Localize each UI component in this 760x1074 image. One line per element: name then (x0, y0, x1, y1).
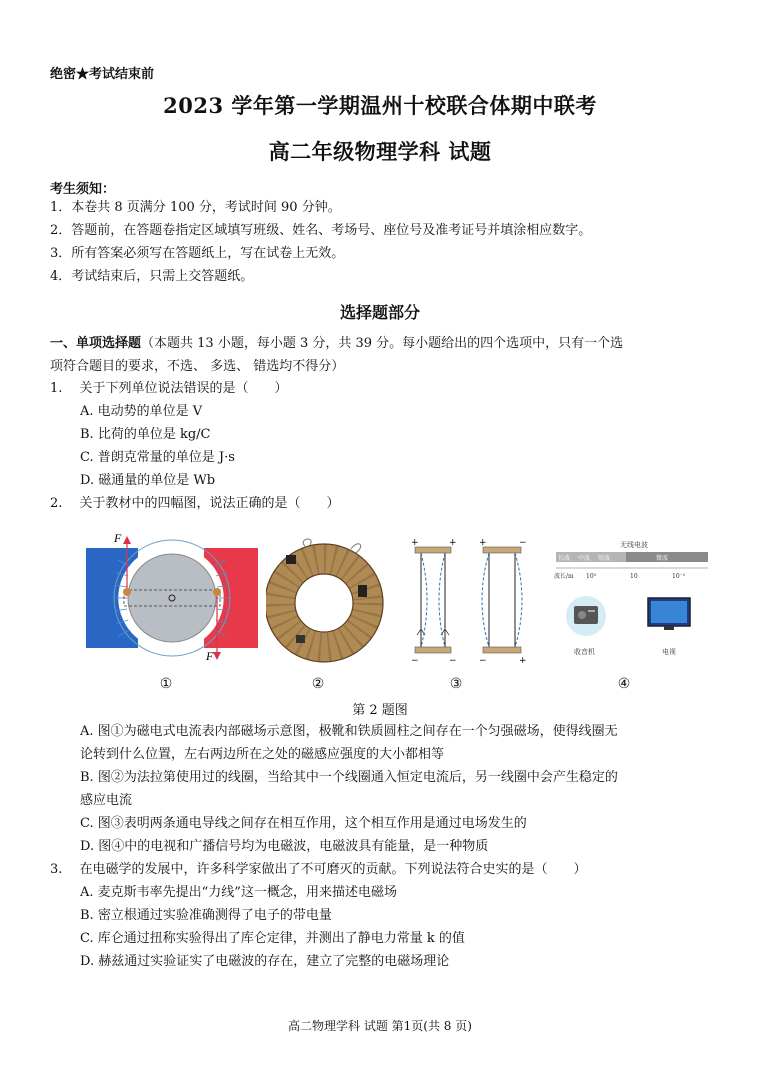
coil-tape-3 (296, 635, 305, 643)
wire-pair-opposite-direction (479, 538, 527, 665)
wire-pair-same-direction (411, 538, 457, 665)
fig-label-3: ③ (449, 676, 463, 692)
figure-caption: 第 2 题图 (352, 703, 408, 718)
q2-option-c: C. 图③表明两条通电导线之间存在相互作用，这个相互作用是通过电场发生的 (80, 816, 527, 831)
fig-label-4: ④ (617, 676, 631, 692)
band-long: 长波 (558, 555, 571, 562)
device-radio-label: 收音机 (574, 648, 595, 656)
q3-stem: 3. 在电磁学的发展中，许多科学家做出了不可磨灭的贡献。下列说法符合史实的是（ ） (50, 862, 587, 877)
coil-side-right (213, 588, 221, 596)
exam-subtitle: 高二年级物理学科 试题 (268, 139, 492, 164)
q2-stem: 2. 关于教材中的四幅图，说法正确的是（ ） (50, 496, 340, 511)
notice-heading: 考生须知： (50, 182, 116, 197)
radio-speaker (578, 611, 586, 619)
force-arrowhead-bottom (213, 652, 221, 660)
svg-text:+: + (449, 538, 457, 548)
notice-item: 4．考试结束后，只需上交答题纸。 (50, 269, 254, 284)
figure-parallel-wires (405, 535, 535, 665)
svg-text:−: − (449, 656, 457, 665)
q2-option-d: D. 图④中的电视和广播信号均为电磁波，电磁波具有能量，是一种物质 (80, 839, 489, 854)
q1-option-c: C. 普朗克常量的单位是 J·s (80, 450, 235, 465)
fig-label-2: ② (311, 676, 325, 692)
svg-text:+: + (519, 656, 527, 665)
q1-option-a: A. 电动势的单位是 V (80, 404, 203, 419)
axis-label: 波长/m (554, 573, 574, 580)
figure-galvanometer (86, 530, 261, 665)
coil-tape-1 (286, 555, 296, 564)
svg-text:−: − (519, 538, 527, 548)
figure-em-spectrum (552, 538, 712, 663)
tv-stand (664, 626, 674, 630)
q1-stem: 1. 关于下列单位说法错误的是（ ） (50, 381, 288, 396)
q2-option-a-line1: A. 图①为磁电式电流表内部磁场示意图，极靴和铁质圆柱之间存在一个匀强磁场，使得线圈无 (80, 724, 618, 739)
confidential-mark: 绝密★考试结束前 (50, 67, 155, 82)
section-title: 选择题部分 (339, 303, 420, 322)
notice-item: 2．答题前，在答题卷指定区域填写班级、姓名、考场号、座位号及准考证号并填涂相应数字。 (50, 223, 592, 238)
force-label-top: F (114, 531, 122, 545)
q2-option-a-line2: 论转到什么位置，左右两边所在之处的磁感应强度的大小都相等 (80, 747, 445, 762)
q1-option-d: D. 磁通量的单位是 Wb (80, 473, 216, 488)
figure-faraday-ring (266, 535, 386, 665)
exam-title: 2023 学年第一学期温州十校联合体期中联考 (163, 93, 597, 118)
q3-option-c: C. 库仑通过扭称实验得出了库仑定律，并测出了静电力常量 k 的值 (80, 931, 465, 946)
fig-label-1: ① (159, 676, 173, 692)
notice-item: 1．本卷共 8 页满分 100 分，考试时间 90 分钟。 (50, 200, 341, 215)
radio-dial (588, 610, 595, 612)
svg-text:+: + (479, 538, 487, 548)
coil-side-left (123, 588, 131, 596)
part-desc-1: （本题共 13 小题，每小题 3 分，共 39 分。每小题给出的四个选项中，只有一个选 (141, 336, 624, 351)
force-label-bottom: F (206, 649, 214, 663)
tick-1: 10³ (586, 573, 597, 580)
spectrum-title: 无线电波 (620, 541, 648, 549)
part-desc-2: 项符合题目的要求，不选、 多选、 错选均不得分） (50, 359, 345, 374)
svg-text:+: + (411, 538, 419, 548)
tv-screen (651, 601, 687, 623)
band-micro: 微波 (656, 555, 669, 562)
q1-option-b: B. 比荷的单位是 kg/C (80, 427, 211, 442)
page-footer: 高二物理学科 试题 第1页(共 8 页) (288, 1019, 472, 1033)
q3-option-b: B. 密立根通过实验准确测得了电子的带电量 (80, 908, 332, 923)
svg-text:−: − (479, 656, 487, 665)
q3-option-d: D. 赫兹通过实验证实了电磁波的存在，建立了完整的电磁场理论 (80, 954, 450, 969)
q2-option-b-line1: B. 图②为法拉第使用过的线圈，当给其中一个线圈通入恒定电流后，另一线圈中会产生稳定的 (80, 770, 618, 785)
tick-2: 10 (630, 573, 638, 580)
band-short: 短波 (598, 555, 611, 562)
iron-core (128, 554, 216, 642)
force-arrowhead-top (123, 536, 131, 544)
svg-text:−: − (411, 656, 419, 665)
part-heading: 一、单项选择题 (50, 336, 142, 351)
q3-option-a: A. 麦克斯韦率先提出“力线”这一概念，用来描述电磁场 (80, 885, 397, 900)
band-medium: 中波 (578, 555, 591, 562)
part-instructions (50, 333, 712, 355)
q2-option-b-line2: 感应电流 (80, 793, 133, 808)
ring-inner-edge (295, 574, 353, 632)
device-tv-label: 电视 (662, 648, 676, 656)
coil-tape-2 (358, 585, 367, 597)
notice-item: 3．所有答案必须写在答题纸上，写在试卷上无效。 (50, 246, 345, 261)
tick-3: 10⁻² (672, 573, 686, 580)
